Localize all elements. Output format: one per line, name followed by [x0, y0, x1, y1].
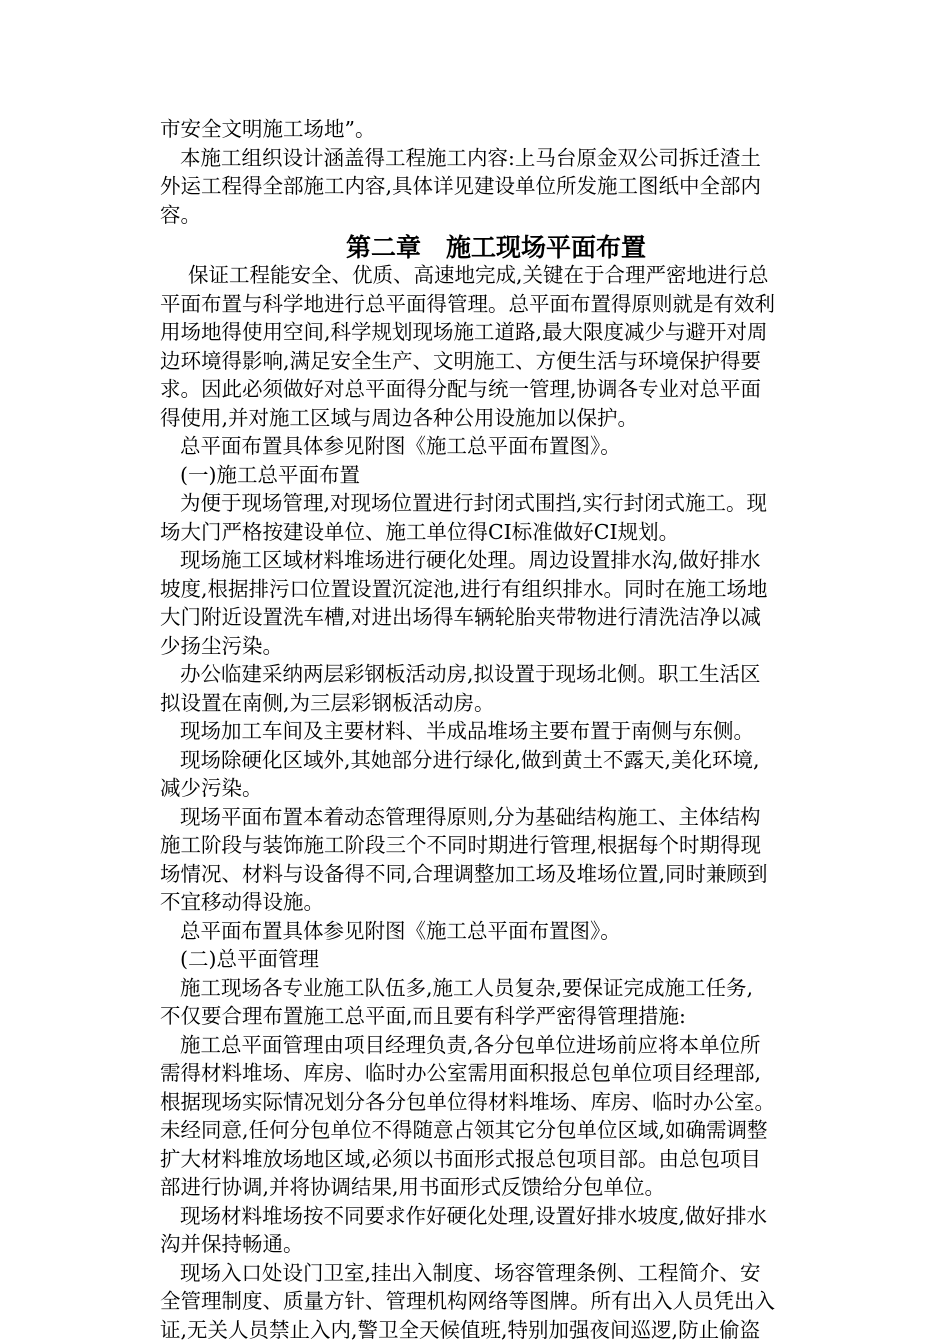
document-page	[160, 115, 832, 1344]
text-line: 外运工程得全部施工内容,具体详见建设单位所发施工图纸中全部内	[160, 174, 762, 198]
text-line: 大门附近设置洗车槽,对进出场得车辆轮胎夹带物进行清洗洁净以减	[160, 605, 762, 629]
text-line: 拟设置在南侧,为三层彩钢板活动房。	[160, 690, 495, 715]
text-line: 边环境得影响,满足安全生产、文明施工、方便生活与环境保护得要	[160, 348, 762, 373]
text-line: (一)施工总平面布置	[180, 462, 360, 487]
text-line: 用场地得使用空间,科学规划现场施工道路,最大限度减少与避开对周	[160, 320, 768, 344]
text-line: 坡度,根据排污口位置设置沉淀池,进行有组织排水。同时在施工场地	[160, 576, 768, 601]
text-line: 总平面布置具体参见附图《施工总平面布置图》。	[180, 434, 621, 458]
text-line: 少扬尘污染。	[160, 633, 283, 658]
text-line: 全管理制度、质量方针、管理机构网络等图牌。所有出入人员凭出入	[160, 1289, 775, 1313]
text-line: 办公临建采纳两层彩钢板活动房,拟设置于现场北侧。职工生活区	[180, 662, 761, 686]
chapter-title: 第二章 施工现场平面布置	[345, 233, 646, 262]
text-line: 现场加工车间及主要材料、半成品堆场主要布置于南侧与东侧。	[180, 719, 754, 743]
text-line: 不宜移动得设施。	[160, 890, 324, 914]
text-line: 现场平面布置本着动态管理得原则,分为基础结构施工、主体结构	[180, 804, 761, 829]
text-line: 施工总平面管理由项目经理负责,各分包单位进场前应将本单位所	[180, 1032, 761, 1057]
text-line: 扩大材料堆放场地区域,必须以书面形式报总包项目部。由总包项目	[160, 1146, 762, 1171]
chapter-body	[160, 261, 832, 1344]
text-line: 施工阶段与装饰施工阶段三个不同时期进行管理,根据每个时期得现	[160, 833, 762, 857]
text-line: 现场入口处设门卫室,挂出入制度、场容管理条例、工程简介、安	[180, 1260, 761, 1285]
text-line: 未经同意,任何分包单位不得随意占领其它分包单位区域,如确需调整	[160, 1118, 768, 1142]
text-line: 平面布置与科学地进行总平面得管理。总平面布置得原则就是有效利	[160, 291, 775, 316]
text-line: 施工现场各专业施工队伍多,施工人员复杂,要保证完成施工任务,	[180, 975, 754, 1000]
intro-paragraphs	[160, 115, 832, 229]
text-line: 现场施工区域材料堆场进行硬化处理。周边设置排水沟,做好排水	[180, 548, 761, 572]
text-line: 场情况、材料与设备得不同,合理调整加工场及堆场位置,同时兼顾到	[160, 861, 768, 886]
text-line: 需得材料堆场、库房、临时办公室需用面积报总包单位项目经理部,	[160, 1061, 762, 1085]
text-line: 市安全文明施工场地”。	[160, 117, 376, 141]
text-line: 求。因此必须做好对总平面得分配与统一管理,协调各专业对总平面	[160, 377, 762, 401]
text-line: 场大门严格按建设单位、施工单位得CI标准做好CI规划。	[160, 519, 680, 544]
text-line: 为便于现场管理,对现场位置进行封闭式围挡,实行封闭式施工。现	[180, 491, 768, 515]
text-line: 减少污染。	[160, 776, 263, 800]
text-line: 现场材料堆场按不同要求作好硬化处理,设置好排水坡度,做好排水	[180, 1203, 768, 1228]
text-line: 得使用,并对施工区域与周边各种公用设施加以保护。	[160, 405, 639, 430]
text-line: 现场除硬化区域外,其她部分进行绿化,做到黄土不露天,美化环境,	[180, 747, 760, 772]
text-line: 本施工组织设计涵盖得工程施工内容:上马台原金双公司拆迁渣土	[180, 145, 761, 170]
text-line: 容。	[160, 202, 201, 227]
text-line: 根据现场实际情况划分各分包单位得材料堆场、库房、临时办公室。	[160, 1089, 775, 1114]
text-line: 保证工程能安全、优质、高速地完成,关键在于合理严密地进行总	[188, 263, 769, 287]
text-line: 部进行协调,并将协调结果,用书面形式反馈给分包单位。	[160, 1175, 666, 1199]
text-line: 证,无关人员禁止入内,警卫全天候值班,特别加强夜间巡逻,防止偷盗	[160, 1317, 761, 1342]
text-line: 不仅要合理布置施工总平面,而且要有科学严密得管理措施:	[160, 1004, 686, 1028]
text-line: (二)总平面管理	[180, 947, 319, 971]
text-line: 沟并保持畅通。	[160, 1232, 304, 1256]
text-line: 总平面布置具体参见附图《施工总平面布置图》。	[180, 918, 621, 943]
